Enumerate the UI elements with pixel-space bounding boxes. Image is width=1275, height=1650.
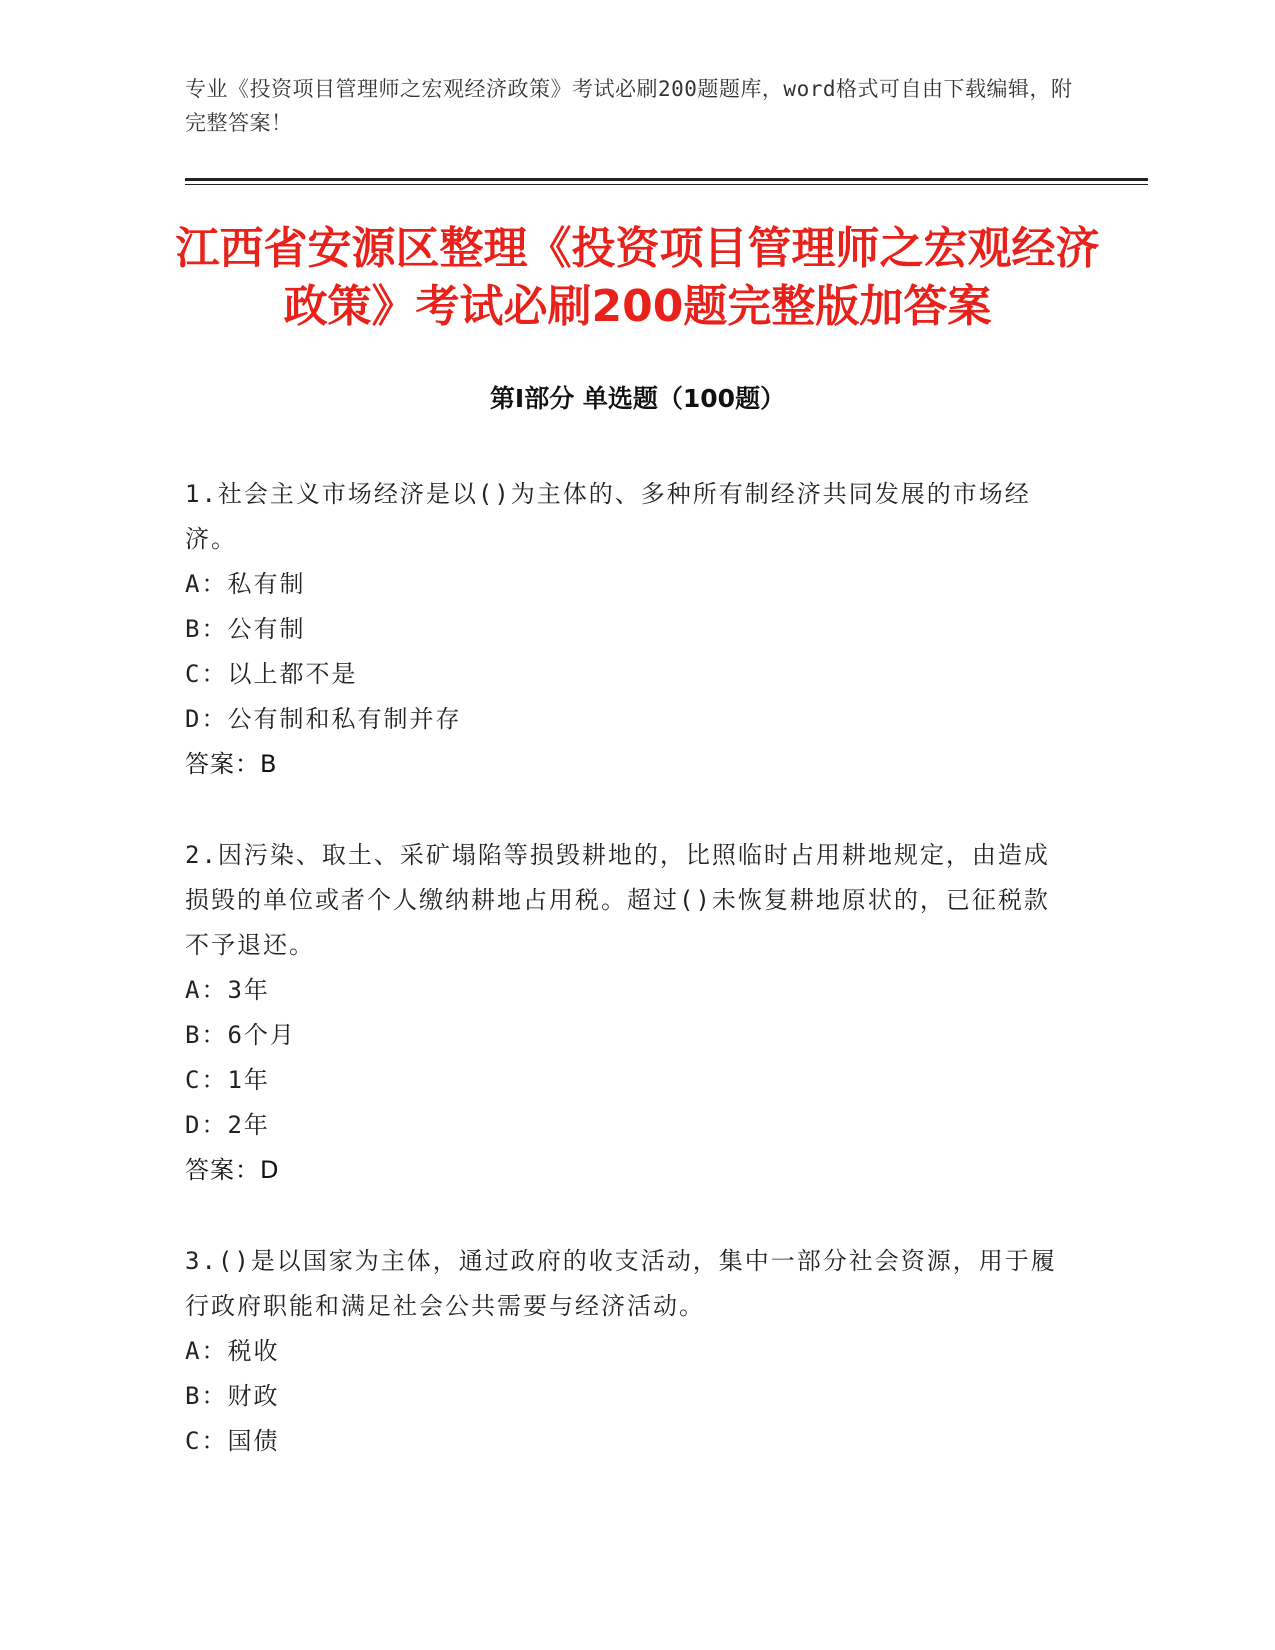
option-b: B：公有制 (185, 615, 306, 643)
question-stem: 3.()是以国家为主体，通过政府的收支活动，集中一部分社会资源，用于履行政府职能和满足社会公共需要与经济活动。 (185, 1247, 1057, 1320)
header-divider-thick (185, 178, 1148, 181)
question-2 (185, 833, 1065, 1193)
question-stem: 1.社会主义市场经济是以()为主体的、多种所有制经济共同发展的市场经济。 (185, 480, 1031, 553)
option-c: C：以上都不是 (185, 660, 358, 688)
option-a: A：税收 (185, 1337, 280, 1365)
answer: 答案：B (185, 750, 278, 778)
option-c: C：1年 (185, 1066, 270, 1094)
answer: 答案：D (185, 1156, 280, 1184)
option-a: A：3年 (185, 976, 270, 1004)
option-b: B：财政 (185, 1382, 280, 1410)
question-3 (185, 1239, 1065, 1464)
header-note: 专业《投资项目管理师之宏观经济政策》考试必刷200题题库，word格式可自由下载编辑，附完整答案！ (185, 77, 1073, 135)
question-list (185, 472, 1065, 1510)
header-divider-thin (185, 184, 1148, 185)
option-d: D：公有制和私有制并存 (185, 705, 462, 733)
option-d: D：2年 (185, 1111, 270, 1139)
option-c: C：国债 (185, 1427, 280, 1455)
section-title: 第I部分 单选题（100题） (489, 384, 786, 413)
question-stem: 2.因污染、取土、采矿塌陷等损毁耕地的，比照临时占用耕地规定，由造成损毁的单位或者个人缴纳耕地占用税。超过()未恢复耕地原状的，已征税款不予退还。 (185, 841, 1050, 959)
question-1 (185, 472, 1065, 787)
option-a: A：私有制 (185, 570, 306, 598)
document-title: 江西省安源区整理《投资项目管理师之宏观经济政策》考试必刷200题完整版加答案 (175, 223, 1100, 332)
option-b: B：6个月 (185, 1021, 296, 1049)
